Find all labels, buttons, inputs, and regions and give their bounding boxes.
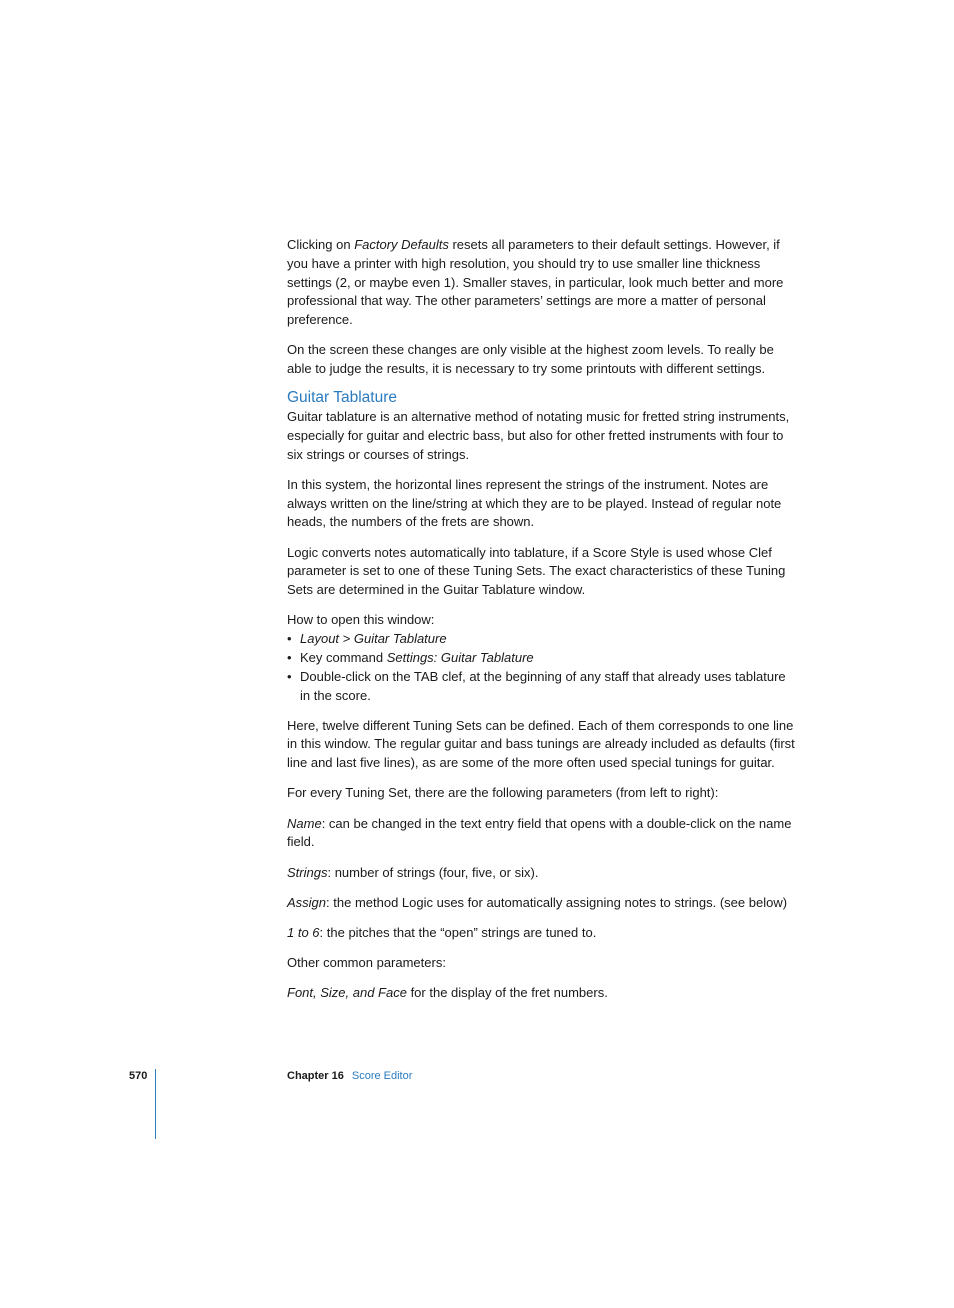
paragraph-assign-param: Assign: the method Logic uses for automatically assigning notes to strings. (see below) xyxy=(287,894,788,910)
open-window-list xyxy=(287,630,799,705)
paragraph-other-params: Other common parameters: xyxy=(287,955,446,971)
paragraph-zoom-levels: On the screen these changes are only visible at the highest zoom levels. To really be able to judge the results, it is necessary to try some printouts with different settings. xyxy=(287,342,774,377)
paragraph-factory-defaults: Clicking on Factory Defaults resets all parameters to their default settings. However, if you have a printer with high resolution, you should try to use smaller line thickness settings (2, or maybe even 1). Smaller staves, in particular, look much better and more professional that way. The other parameters’ settings are more a matter of personal preference. xyxy=(287,237,784,328)
page-number: 570 xyxy=(129,1070,148,1082)
chapter-number: Chapter 16 xyxy=(287,1070,344,1082)
chapter-footer xyxy=(287,1070,412,1082)
paragraph-how-to-open: How to open this window: xyxy=(287,612,435,628)
paragraph-tablature-intro: Guitar tablature is an alternative method of notating music for fretted string instruments, especially for guitar and electric bass, but also for other fretted instruments with four to six strings or courses of strings. xyxy=(287,408,790,462)
list-item: • Key command Settings: Guitar Tablature xyxy=(287,649,799,668)
paragraph-horizontal-lines: In this system, the horizontal lines represent the strings of the instrument. Notes are always written on the line/string at which they are to be played. Instead of regular note heads, the numbers of the frets are shown. xyxy=(287,476,782,530)
chapter-name: Score Editor xyxy=(351,1070,413,1082)
page-body xyxy=(287,236,799,1015)
paragraph-font-size-face: Font, Size, and Face for the display of the fret numbers. xyxy=(287,985,608,1001)
list-item: • Layout > Guitar Tablature xyxy=(287,630,799,649)
paragraph-logic-converts: Logic converts notes automatically into tablature, if a Score Style is used whose Clef parameter is set to one of these Tuning Sets. The exact characteristics of these Tuning Sets are determined in the Guitar Tablature window. xyxy=(287,544,786,598)
paragraph-twelve-tuning-sets: Here, twelve different Tuning Sets can be defined. Each of them corresponds to one line in this window. The regular guitar and bass tunings are already included as defaults (first line and last five lines), as are some of the more often used special tunings for guitar. xyxy=(287,717,795,771)
paragraph-parameters-intro: For every Tuning Set, there are the following parameters (from left to right): xyxy=(287,785,719,801)
paragraph-pitches-param: 1 to 6: the pitches that the “open” strings are tuned to. xyxy=(287,925,597,941)
paragraph-strings-param: Strings: number of strings (four, five, or six). xyxy=(287,864,539,880)
list-item: • Double-click on the TAB clef, at the beginning of any staff that already uses tablature in the score. xyxy=(287,668,799,706)
footer-divider xyxy=(155,1069,156,1139)
section-heading-guitar-tablature: Guitar Tablature xyxy=(287,388,397,406)
factory-defaults-term: Factory Defaults xyxy=(354,237,449,252)
paragraph-name-param: Name: can be changed in the text entry field that opens with a double-click on the name field. xyxy=(287,815,792,850)
